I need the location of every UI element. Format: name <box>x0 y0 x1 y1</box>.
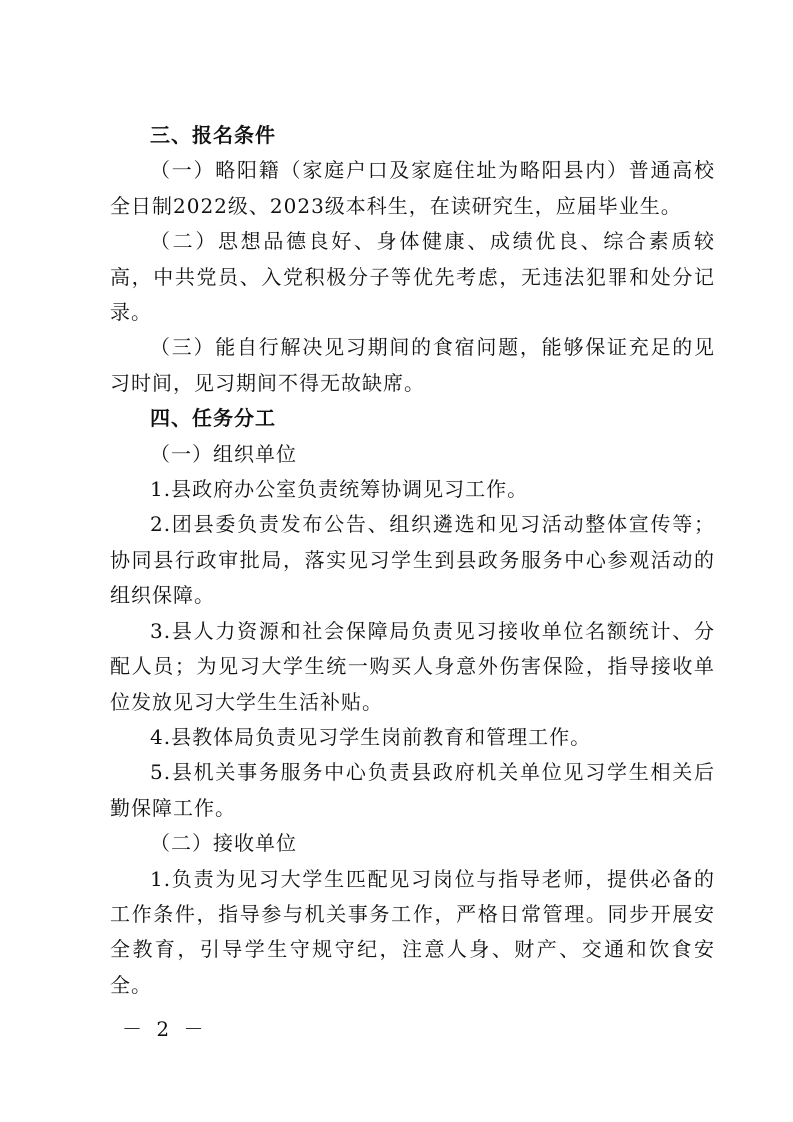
document-body <box>110 118 715 1003</box>
subheading-organizing-units: （一）组织单位 <box>150 441 297 466</box>
paragraph-condition-3: （三）能自行解决见习期间的食宿问题，能够保证充足的见习时间，见习期间不得无故缺席。 <box>110 335 715 395</box>
paragraph-condition-2: （二）思想品德良好、身体健康、成绩优良、综合素质较高，中共党员、入党积极分子等优先考虑，无违法犯罪和处分记录。 <box>110 229 715 325</box>
paragraph-receiving-item-1: 1.负责为见习大学生匹配见习岗位与指导老师，提供必备的工作条件，指导参与机关事务工作，严格日常管理。同步开展安全教育，引导学生守规守纪，注意人身、财产、交通和饮食安全。 <box>110 866 715 997</box>
subheading-receiving-units: （二）接收单位 <box>150 831 297 856</box>
paragraph-org-item-4: 4.县教体局负责见习学生岗前教育和管理工作。 <box>150 724 592 749</box>
paragraph-org-item-2: 2.团县委负责发布公告、组织遴选和见习活动整体宣传等；协同县行政审批局，落实见习学生到县政务服务中心参观活动的组织保障。 <box>110 512 715 608</box>
section-heading-task-division: 四、任务分工 <box>150 406 276 431</box>
paragraph-org-item-3: 3.县人力资源和社会保障局负责见习接收单位名额统计、分配人员；为见习大学生统一购买人身意外伤害保险，指导接收单位发放见习大学生生活补贴。 <box>110 618 715 714</box>
paragraph-condition-1: （一）略阳籍（家庭户口及家庭住址为略阳县内）普通高校全日制2022级、2023级本科生，在读研究生，应届毕业生。 <box>110 158 715 218</box>
paragraph-org-item-1: 1.县政府办公室负责统筹协调见习工作。 <box>150 477 529 502</box>
paragraph-org-item-5: 5.县机关事务服务中心负责县政府机关单位见习学生相关后勤保障工作。 <box>110 760 715 820</box>
page-number: － 2 － <box>122 1017 208 1041</box>
section-heading-registration-conditions: 三、报名条件 <box>150 123 276 147</box>
